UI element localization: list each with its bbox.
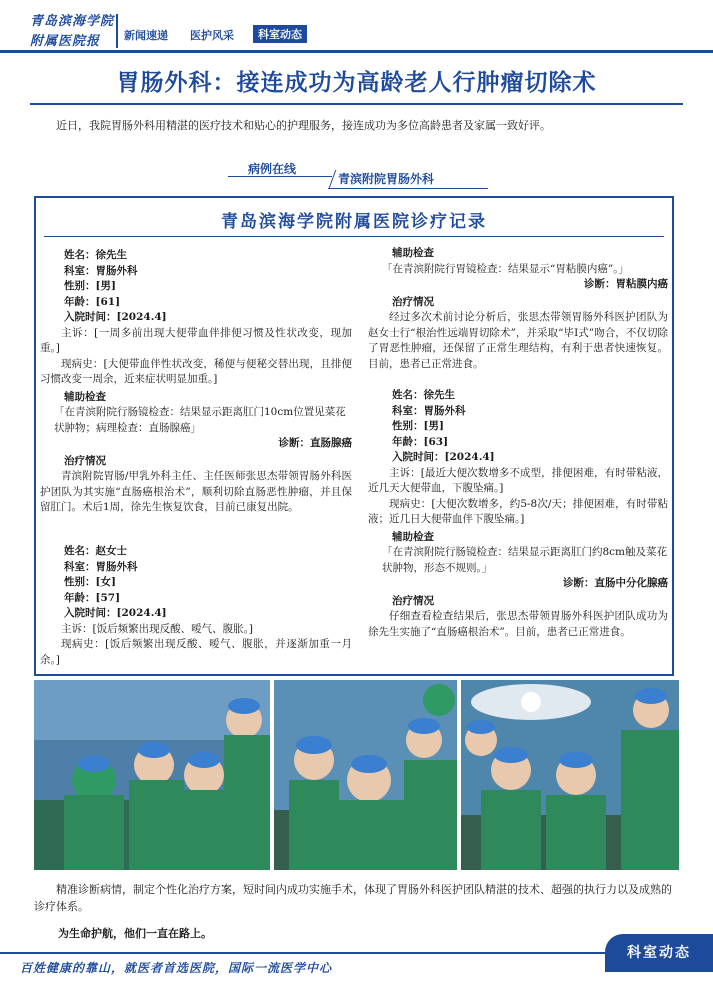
article-title: 胃肠外科：接连成功为高龄老人行肿瘤切除术 (116, 69, 597, 96)
case2-admit: 入院时间：[2024.4] (64, 607, 167, 619)
logo-line1: 青岛滨海学院 (30, 14, 115, 29)
page-header (0, 0, 713, 58)
header-divider (116, 14, 118, 48)
case2-dept: 科室：胃肠外科 (64, 560, 138, 573)
case3-dept: 科室：胃肠外科 (392, 404, 466, 417)
case1-complaint: 主诉：[一周多前出现大便带血伴排便习惯及性状改变，现加重。] (40, 326, 352, 354)
case2-name: 姓名：赵女士 (64, 545, 127, 557)
case3-name: 姓名：徐先生 (392, 389, 455, 401)
tab-dept: 青滨附院胃肠外科 (338, 172, 435, 186)
case1-treat-title: 治疗情况 (64, 454, 106, 467)
case2-treat-title: 治疗情况 (392, 295, 434, 308)
outro-paragraph: 精准诊断病情，制定个性化治疗方案，短时间内成功实施手术，体现了胃肠外科医护团队精湛的技术、超强的执行力以及成熟的诊疗体系。 (34, 883, 672, 913)
surgery-photo-1 (34, 680, 270, 870)
section-tabs (228, 160, 488, 190)
case3-treat-title: 治疗情况 (392, 594, 434, 607)
case1-diagnosis: 诊断：直肠腺癌 (278, 437, 352, 449)
surgery-photo-3 (461, 680, 679, 870)
footer-slogan: 百姓健康的靠山，就医者首选医院，国际一流医学中心 (20, 961, 333, 975)
case3-diagnosis: 诊断：直肠中分化腺癌 (563, 577, 668, 589)
case2-exam: 「在青滨附院行胃镜检查：结果显示“胃粘膜内癌”。」 (382, 262, 629, 275)
case2-treat: 经过多次术前讨论分析后，张思杰带领胃肠外科医护团队为赵女士行“根治性远端胃切除术”，并采取“毕Ⅰ式”吻合，不仅切除了胃恶性肿瘤，还保留了正常生理结构，有利于患者快速恢复。目前，患者已正常进食。 (368, 311, 668, 370)
case-record-1 (40, 248, 352, 516)
case1-dept: 科室：胃肠外科 (64, 264, 138, 277)
case-record-2 (40, 544, 352, 668)
case3-admit: 入院时间：[2024.4] (392, 451, 495, 463)
case3-age: 年龄：[63] (392, 435, 449, 448)
case1-exam-title: 辅助检查 (64, 390, 106, 403)
tab-rule-1 (228, 176, 332, 177)
footer-rule (0, 952, 605, 954)
case1-name: 姓名：徐先生 (64, 249, 127, 261)
surgery-photos (34, 680, 679, 870)
case3-gender: 性别：[男] (392, 420, 444, 432)
logo-line2: 附属医院报 (30, 34, 101, 49)
tab-rule-2 (329, 170, 337, 188)
case1-exam: 「在青滨附院行肠镜检查：结果显示距离肛门10cm位置见菜花状肿物；病理检查：直肠腺癌」 (54, 406, 346, 434)
record-rule (44, 236, 664, 237)
case3-treat: 仔细查看检查结果后，张思杰带领胃肠外科医护团队成功为徐先生实施了“直肠癌根治术”。目前，患者已正常进食。 (368, 610, 668, 638)
closing-line: 为生命护航，他们一直在路上。 (58, 927, 212, 940)
case1-admit: 入院时间：[2024.4] (64, 311, 167, 323)
tab-rule-3 (328, 188, 488, 189)
case-record-3 (368, 388, 668, 640)
title-rule (30, 103, 683, 105)
case2-complaint: 主诉：[饭后频繁出现反酸、嗳气、腹胀。] (61, 622, 253, 635)
footer-section-tag: 科室动态 (605, 934, 713, 972)
case1-gender: 性别：[男] (64, 280, 116, 292)
case1-history: 现病史：[大便带血伴性状改变，稀便与便秘交替出现，且排便习惯改变一周余，近来症状明显加重。] (40, 357, 352, 385)
case3-exam: 「在青滨附院行肠镜检查：结果显示距离肛门约8cm触及菜花状肿物，形态不规则。」 (382, 546, 668, 574)
case-record-2-cont (368, 244, 668, 372)
page-footer (0, 945, 713, 987)
case1-age: 年龄：[61] (64, 295, 121, 308)
case2-gender: 性别：[女] (64, 576, 116, 588)
intro-paragraph: 近日，我院胃肠外科用精湛的医疗技术和贴心的护理服务，接连成功为多位高龄患者及家属一致好评。 (56, 119, 551, 132)
tab-case-online: 病例在线 (248, 162, 297, 176)
case2-history: 现病史：[饭后频繁出现反酸、嗳气、腹胀，并逐渐加重一月余。] (40, 638, 352, 666)
case1-treat: 青滨附院胃肠/甲乳外科主任、主任医师张思杰带领胃肠外科医护团队为其实施“直肠癌根治术”，顺利切除直肠恶性肿瘤，并且保留肛门。术后1周，徐先生恢复饮食，目前已康复出院。 (40, 470, 352, 513)
case3-complaint: 主诉：[最近大便次数增多不成型，排便困难，有时带粘液，近几天大便带血，下腹坠痛。] (368, 466, 668, 494)
case2-diagnosis: 诊断：胃粘膜内癌 (584, 278, 668, 290)
nav-news[interactable]: 新闻速递 (124, 29, 168, 42)
surgery-photo-2 (274, 680, 457, 870)
record-title: 青岛滨海学院附属医院诊疗记录 (221, 212, 487, 232)
nav-staff[interactable]: 医护风采 (190, 29, 234, 42)
header-rule (0, 50, 713, 53)
nav-dept[interactable]: 科室动态 (253, 25, 307, 43)
case3-exam-title: 辅助检查 (392, 530, 434, 543)
case3-history: 现病史：[大便次数增多，约5-8次/天；排便困难，有时带粘液；近几日大便带血伴下腹坠痛。] (368, 497, 668, 525)
case2-exam-title: 辅助检查 (392, 247, 434, 259)
case2-age: 年龄：[57] (64, 591, 121, 604)
